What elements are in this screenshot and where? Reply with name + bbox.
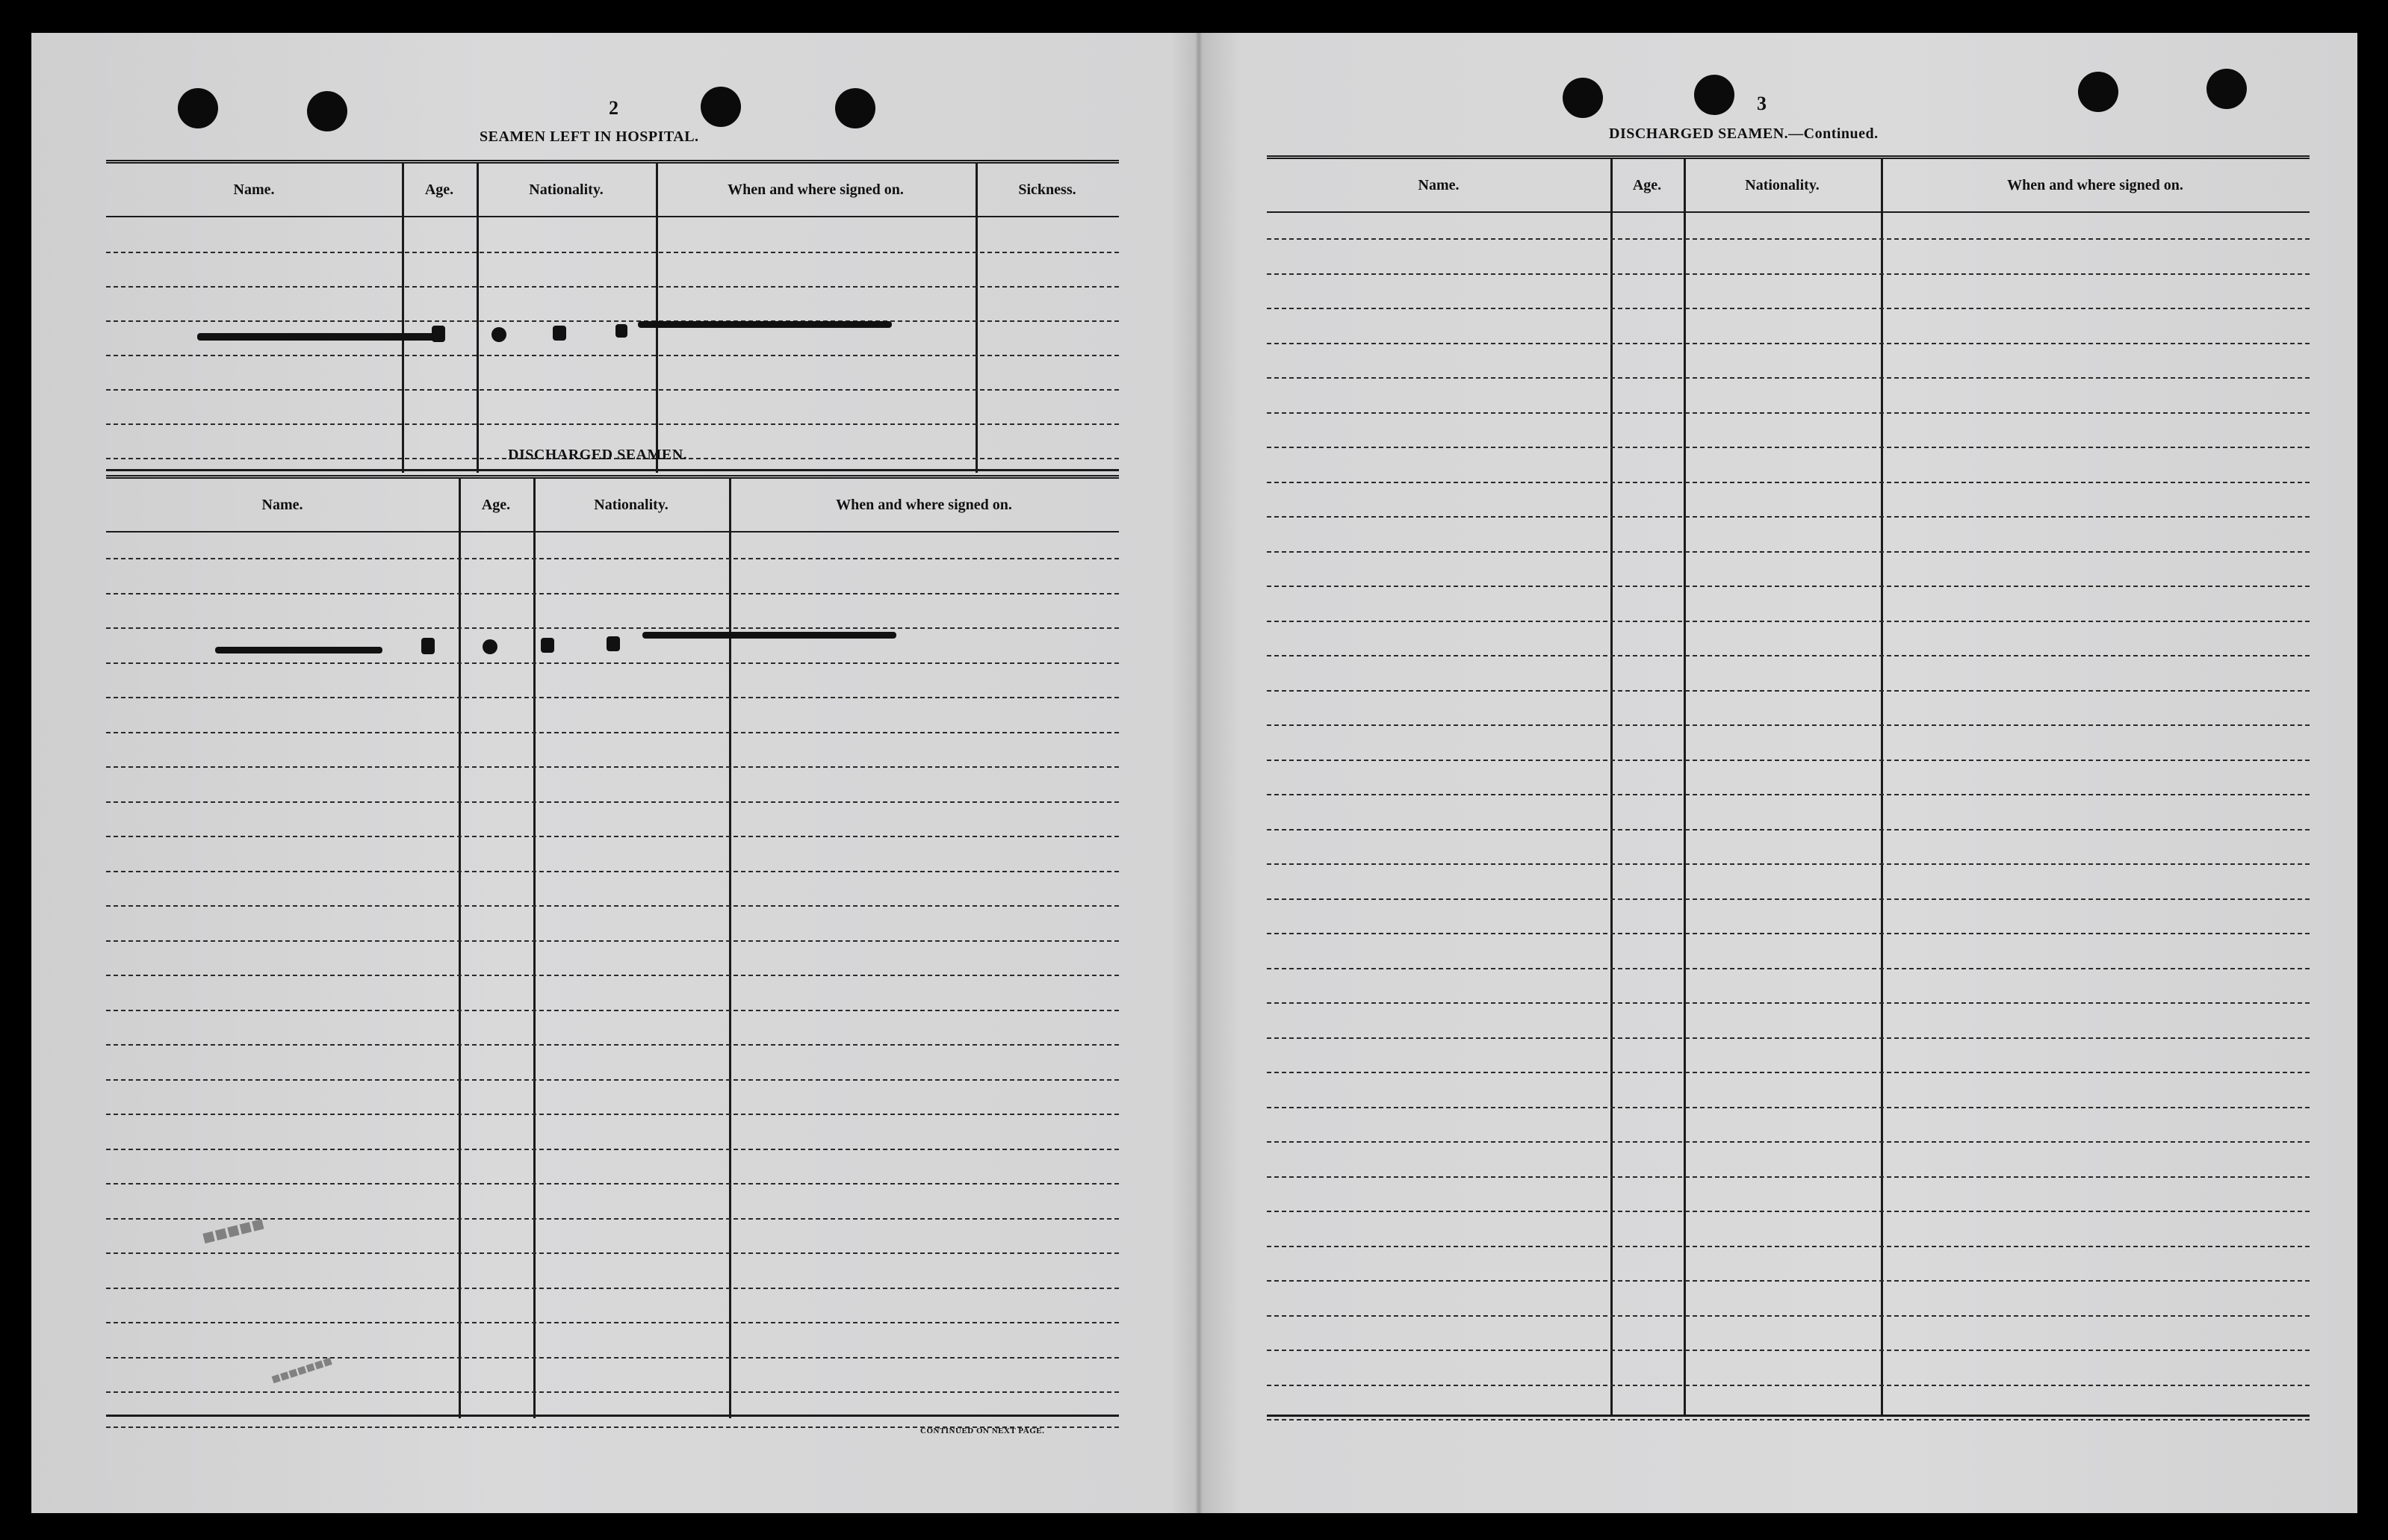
table-row <box>1267 343 2310 344</box>
table-row <box>1267 482 2310 483</box>
hospital-section-title: SEAMEN LEFT IN HOSPITAL. <box>480 128 699 145</box>
col-age-header: Age. <box>481 496 511 513</box>
punch-hole <box>2078 72 2118 112</box>
table-row <box>1267 863 2310 865</box>
discharged-table-left <box>106 475 1119 1418</box>
discharged-table-right-header <box>1267 159 2310 213</box>
table-row <box>1267 377 2310 379</box>
discharged-table-left-bottom-rule <box>106 1415 1119 1417</box>
table-row <box>106 766 1119 768</box>
col-signed-on-header: When and where signed on. <box>728 181 904 198</box>
redaction-mark <box>432 326 445 342</box>
punch-hole <box>1563 78 1603 118</box>
table-row <box>106 320 1119 322</box>
col-name-header: Name. <box>261 496 303 513</box>
table-row <box>1267 516 2310 518</box>
punch-hole <box>701 87 741 127</box>
discharged-table-left-header <box>106 479 1119 533</box>
redaction-mark <box>491 327 506 342</box>
table-row <box>106 1288 1119 1289</box>
redaction-mark <box>638 321 892 328</box>
column-divider <box>533 479 536 1418</box>
table-row <box>106 905 1119 907</box>
table-row <box>106 975 1119 976</box>
table-row <box>1267 551 2310 553</box>
table-row <box>106 627 1119 629</box>
table-row <box>106 355 1119 356</box>
table-row <box>1267 655 2310 656</box>
table-row <box>1267 690 2310 692</box>
table-row <box>1267 829 2310 830</box>
column-divider <box>1881 159 1883 1415</box>
discharged-continued-title: DISCHARGED SEAMEN.—Continued. <box>1609 125 1879 142</box>
table-row <box>1267 1350 2310 1351</box>
table-row <box>106 940 1119 942</box>
right-page-number: 3 <box>1757 93 1767 114</box>
continued-note: CONTINUED ON NEXT PAGE. <box>920 1426 1045 1435</box>
table-row <box>1267 238 2310 240</box>
col-name-header: Name. <box>233 181 275 198</box>
col-age-header: Age. <box>1632 176 1662 193</box>
table-row <box>106 1357 1119 1359</box>
table-row <box>106 1183 1119 1185</box>
punch-hole <box>1694 75 1734 115</box>
table-row <box>106 423 1119 425</box>
column-divider <box>656 164 658 473</box>
table-row <box>1267 273 2310 275</box>
col-age-header: Age. <box>424 181 454 198</box>
table-row <box>1267 794 2310 795</box>
left-page-number: 2 <box>609 97 618 119</box>
table-row <box>106 1010 1119 1011</box>
table-row <box>106 662 1119 664</box>
hospital-table-bottom-rule <box>106 469 1119 471</box>
table-row <box>106 1079 1119 1081</box>
redaction-mark <box>421 638 435 654</box>
table-row <box>106 1391 1119 1393</box>
table-row <box>1267 898 2310 900</box>
document-paper <box>31 33 2357 1513</box>
column-divider <box>459 479 461 1418</box>
table-row <box>106 286 1119 288</box>
table-row <box>1267 1037 2310 1039</box>
col-nationality-header: Nationality. <box>529 181 604 198</box>
center-fold <box>1195 33 1203 1513</box>
table-row <box>1267 1107 2310 1108</box>
column-divider <box>1610 159 1613 1415</box>
table-row <box>1267 1246 2310 1247</box>
redaction-mark <box>483 639 497 654</box>
table-row <box>106 1044 1119 1046</box>
column-divider <box>976 164 978 473</box>
table-row <box>1267 1385 2310 1386</box>
table-row <box>1267 1419 2310 1421</box>
redaction-mark <box>607 636 620 651</box>
table-row <box>106 697 1119 698</box>
col-sickness-header: Sickness. <box>1018 181 1076 198</box>
discharged-section-title: DISCHARGED SEAMEN. <box>508 447 688 463</box>
col-nationality-header: Nationality. <box>594 496 669 513</box>
col-signed-on-header: When and where signed on. <box>2007 176 2183 193</box>
redaction-mark <box>197 333 444 341</box>
table-row <box>1267 308 2310 309</box>
table-row <box>1267 621 2310 622</box>
table-row <box>1267 1211 2310 1212</box>
faded-stamp: ■■■■■ <box>199 1211 267 1249</box>
table-row <box>1267 1280 2310 1282</box>
redaction-mark <box>541 638 554 653</box>
discharged-table-right-bottom-rule <box>1267 1415 2310 1417</box>
faded-stamp: ■■■■■■■ <box>269 1353 335 1388</box>
table-row <box>1267 724 2310 726</box>
column-divider <box>729 479 731 1418</box>
table-row <box>1267 586 2310 587</box>
table-row <box>106 801 1119 803</box>
table-row <box>1267 1072 2310 1073</box>
table-row <box>1267 412 2310 414</box>
table-row <box>106 732 1119 733</box>
punch-hole <box>307 91 347 131</box>
table-row <box>106 871 1119 872</box>
table-row <box>106 593 1119 594</box>
redaction-mark <box>553 326 566 341</box>
col-nationality-header: Nationality. <box>1745 176 1820 193</box>
table-row <box>106 1114 1119 1115</box>
hospital-table-header <box>106 164 1119 217</box>
column-divider <box>402 164 404 473</box>
table-row <box>106 389 1119 391</box>
punch-hole <box>835 88 875 128</box>
col-signed-on-header: When and where signed on. <box>836 496 1012 513</box>
table-row <box>106 252 1119 253</box>
punch-hole <box>2206 69 2247 109</box>
table-row <box>1267 447 2310 448</box>
table-row <box>106 1322 1119 1323</box>
table-row <box>1267 968 2310 969</box>
table-row <box>1267 1002 2310 1004</box>
table-row <box>1267 760 2310 761</box>
column-divider <box>1684 159 1686 1415</box>
punch-hole <box>178 88 218 128</box>
table-row <box>106 558 1119 559</box>
table-row <box>106 1252 1119 1254</box>
redaction-mark <box>642 632 896 639</box>
discharged-table-right <box>1267 155 2310 1415</box>
table-row <box>1267 1176 2310 1178</box>
table-row <box>106 836 1119 837</box>
table-row <box>1267 933 2310 934</box>
hospital-table <box>106 160 1119 473</box>
redaction-mark <box>615 324 627 338</box>
redaction-mark <box>215 647 382 653</box>
table-row <box>106 1149 1119 1150</box>
col-name-header: Name. <box>1418 176 1460 193</box>
table-row <box>1267 1141 2310 1143</box>
column-divider <box>477 164 479 473</box>
table-row <box>1267 1315 2310 1317</box>
